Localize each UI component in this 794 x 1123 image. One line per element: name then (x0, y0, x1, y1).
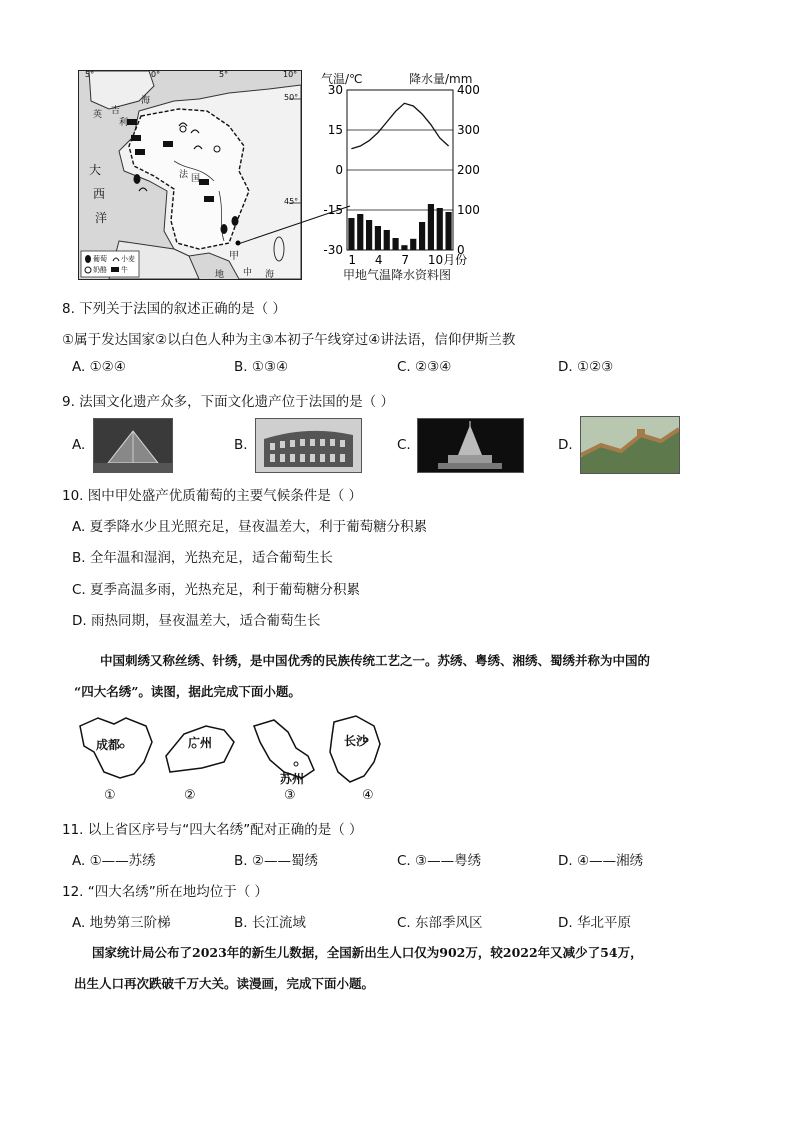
climate-chart-svg (305, 70, 505, 285)
q10-stem: 10. 图中甲处盛产优质葡萄的主要气候条件是（ ） (62, 488, 363, 504)
louvre-pyramid-image[interactable] (93, 418, 173, 473)
passage2-line1: 国家统计局公布了2023年的新生儿数据，全国新出生人口仅为902万，较2022年又减少了54万， (92, 945, 643, 960)
legend-wheat-label: 小麦 (121, 255, 135, 263)
precip-bar (392, 238, 398, 250)
x-tick-label: 4 (374, 253, 383, 267)
map-label-hai2: 海 (265, 270, 275, 280)
right-tick-label: 400 (457, 83, 480, 97)
provinces-figure (74, 712, 394, 804)
map-label-guo: 国 (191, 174, 201, 184)
precip-bar (366, 220, 372, 250)
q12-option-b[interactable]: B. 长江流域 (234, 915, 306, 931)
map-label-xi: 西 (93, 187, 106, 201)
q12-stem: 12. “四大名绣”所在地均位于（ ） (62, 884, 269, 900)
lon-label-5: 5° (219, 70, 229, 79)
province-number-3: ③ (284, 788, 296, 803)
map-label-li: 利 (119, 118, 129, 128)
climate-chart (305, 70, 505, 285)
lon-label-w5: 5° (85, 70, 95, 79)
lat-label-45: 45° (284, 197, 299, 206)
x-tick-label: 10月份 (427, 253, 468, 267)
precip-bar (410, 239, 416, 250)
passage1-line2: “四大名绣”。读图，据此完成下面小题。 (74, 684, 301, 699)
precip-bar (348, 218, 354, 250)
map-label-da: 大 (89, 163, 102, 177)
precip-axis-label: 降水量/mm (409, 72, 473, 86)
province-number-2: ② (184, 788, 196, 803)
x-tick-label: 1 (348, 253, 357, 267)
q11-option-b[interactable]: B. ②——蜀绣 (234, 853, 318, 869)
map-label-hai: 海 (141, 96, 151, 106)
passage1-line1: 中国刺绣又称丝绣、针绣，是中国优秀的民族传统工艺之一。苏绣、粤绣、湘绣、蜀绣并称为中国的 (100, 653, 651, 668)
q8-option-b[interactable]: B. ①③④ (234, 359, 289, 375)
great-wall-image[interactable] (580, 416, 680, 474)
map-label-ying: 英 (93, 110, 103, 120)
q8-option-a[interactable]: A. ①②④ (72, 359, 126, 375)
lon-label-0: 0° (151, 70, 161, 79)
map-label-jia: 甲 (229, 251, 239, 262)
q11-stem: 11. 以上省区序号与“四大名绣”配对正确的是（ ） (62, 822, 363, 838)
precip-bar (428, 204, 434, 250)
left-tick-label: -30 (323, 243, 343, 257)
legend-cheese-label: 奶酪 (93, 266, 107, 274)
colosseum-image[interactable] (255, 418, 362, 473)
q8-option-d[interactable]: D. ①②③ (558, 359, 614, 375)
q10-option-b[interactable]: B. 全年温和湿润，光热充足，适合葡萄生长 (72, 550, 333, 566)
map-label-di: 地 (215, 270, 225, 280)
province-label-guangzhou: 广州 (188, 736, 213, 750)
provinces-svg (74, 712, 394, 804)
chart-caption: 甲地气温降水资料图 (343, 268, 452, 282)
right-tick-label: 100 (457, 203, 480, 217)
pagoda-image[interactable] (417, 418, 524, 473)
q8-statement: ①属于发达国家②以白色人种为主③本初子午线穿过④讲法语，信仰伊斯兰教 (62, 332, 516, 348)
map-label-zhong: 中 (243, 268, 253, 278)
legend-cattle-label: 牛 (121, 266, 128, 274)
left-tick-label: 15 (327, 123, 343, 137)
right-tick-label: 200 (457, 163, 480, 177)
q9-option-c-label[interactable]: C. (397, 437, 411, 453)
precip-bar (384, 230, 390, 250)
q10-option-a[interactable]: A. 夏季降水少且光照充足，昼夜温差大，利于葡萄糖分积累 (72, 519, 428, 535)
province-label-suzhou: 苏州 (280, 772, 305, 786)
precip-bar (357, 214, 363, 250)
province-number-1: ① (104, 788, 116, 803)
q9-stem: 9. 法国文化遗产众多，下面文化遗产位于法国的是（ ） (62, 394, 394, 410)
q9-option-b-label[interactable]: B. (234, 437, 248, 453)
passage2-line2: 出生人口再次跌破千万大关。读漫画，完成下面小题。 (74, 976, 375, 991)
precip-bar (437, 208, 443, 250)
province-label-chengdu: 成都 (96, 738, 121, 752)
lat-label-50: 50° (284, 93, 299, 102)
precip-bar (445, 212, 451, 250)
left-tick-label: -15 (323, 203, 343, 217)
province-number-4: ④ (362, 788, 374, 803)
temp-axis-label: 气温/℃ (321, 72, 363, 86)
province-label-changsha: 长沙 (344, 734, 369, 748)
q12-option-a[interactable]: A. 地势第三阶梯 (72, 915, 171, 931)
q9-option-a-label[interactable]: A. (72, 437, 86, 453)
precip-bar (401, 245, 407, 250)
precip-bar (375, 226, 381, 250)
right-tick-label: 300 (457, 123, 480, 137)
q11-option-d[interactable]: D. ④——湘绣 (558, 853, 644, 869)
q12-option-d[interactable]: D. 华北平原 (558, 915, 631, 931)
q11-option-c[interactable]: C. ③——粤绣 (397, 853, 482, 869)
legend-grape-label: 葡萄 (93, 255, 107, 263)
x-tick-label: 7 (401, 253, 410, 267)
right-tick-label: 0 (457, 243, 465, 257)
q9-option-d-label[interactable]: D. (558, 437, 573, 453)
map-label-fa: 法 (179, 170, 189, 180)
q10-option-c[interactable]: C. 夏季高温多雨，光热充足，利于葡萄糖分积累 (72, 582, 361, 598)
q10-option-d[interactable]: D. 雨热同期，昼夜温差大，适合葡萄生长 (72, 613, 321, 629)
q12-option-c[interactable]: C. 东部季风区 (397, 915, 483, 931)
q8-stem: 8. 下列关于法国的叙述正确的是（ ） (62, 301, 286, 317)
map-label-ji: 吉 (111, 106, 121, 116)
q8-option-c[interactable]: C. ②③④ (397, 359, 452, 375)
temperature-curve (351, 103, 448, 148)
lon-label-10: 10° (283, 70, 298, 79)
precip-bar (419, 222, 425, 250)
map-label-yang: 洋 (95, 211, 108, 225)
left-tick-label: 0 (335, 163, 343, 177)
q11-option-a[interactable]: A. ①——苏绣 (72, 853, 156, 869)
left-tick-label: 30 (327, 83, 343, 97)
